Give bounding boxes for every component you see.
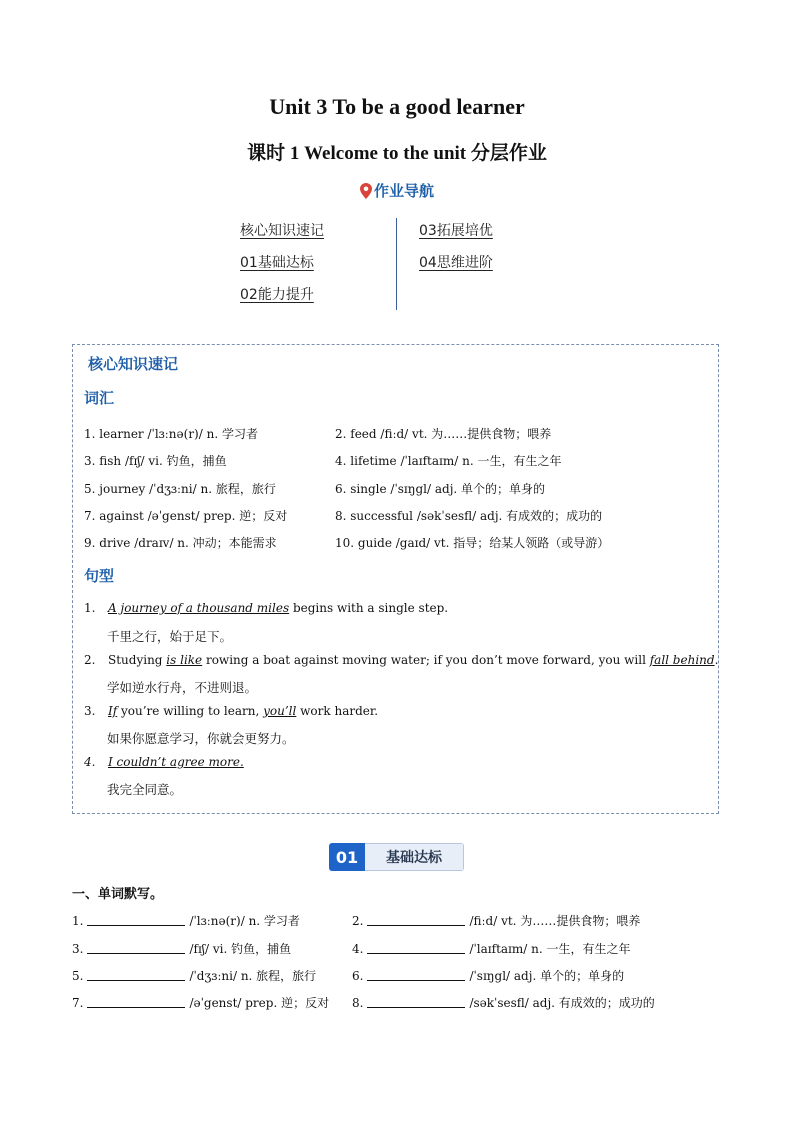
item-number: 7. [72, 996, 84, 1010]
item-hint: /ˈlaɪftaɪm/ n. 一生，有生之年 [469, 942, 631, 956]
sentence-heading: 句型 [84, 567, 115, 585]
answer-blank[interactable] [367, 941, 465, 954]
page-title: Unit 3 To be a good learner [269, 94, 525, 119]
vocab-item: 5. journey /ˈdʒɜːni/ n. 旅程，旅行 [84, 482, 276, 496]
sentence-text: Studying [108, 653, 167, 667]
sentence-3 [84, 704, 378, 718]
dictation-item [72, 967, 316, 984]
page-subtitle: 课时 1 Welcome to the unit 分层作业 [247, 143, 547, 164]
dictation-item [352, 912, 640, 929]
sentence-highlight: is like [166, 653, 203, 667]
dictation-item [352, 940, 630, 957]
location-pin-icon [360, 183, 372, 203]
item-number: 2. [352, 914, 364, 928]
item-number: 6. [352, 969, 364, 983]
nav-title: 作业导航 [373, 182, 434, 200]
item-number: 8. [352, 996, 364, 1010]
vocab-item: 6. single /ˈsɪŋgl/ adj. 单个的；单身的 [335, 482, 546, 496]
sentence-4 [84, 755, 244, 769]
answer-blank[interactable] [87, 995, 185, 1008]
sentence-3-translation: 如果你愿意学习，你就会更努力。 [107, 731, 295, 746]
answer-blank[interactable] [87, 968, 185, 981]
answer-blank[interactable] [87, 913, 185, 926]
nav-link-02[interactable]: 02能力提升 [240, 287, 314, 303]
answer-blank[interactable] [367, 968, 465, 981]
item-number: 1. [72, 914, 84, 928]
sentence-number: 3. [84, 704, 96, 718]
item-hint: /ˈlɜːnə(r)/ n. 学习者 [189, 914, 300, 928]
nav-link-core[interactable]: 核心知识速记 [240, 223, 324, 239]
vocab-heading: 词汇 [84, 389, 115, 407]
vocab-item: 3. fish /fɪʃ/ vi. 钓鱼，捕鱼 [84, 454, 227, 468]
item-hint: /fiːd/ vt. 为……提供食物；喂养 [469, 914, 641, 928]
item-hint: /ˈdʒɜːni/ n. 旅程，旅行 [189, 969, 317, 983]
part-heading: 一、单词默写。 [72, 887, 164, 902]
vocab-item: 9. drive /draɪv/ n. 冲动；本能需求 [84, 536, 277, 550]
sentence-2 [84, 653, 718, 667]
dictation-item [352, 967, 624, 984]
item-hint: /əˈgenst/ prep. 逆；反对 [189, 996, 330, 1010]
sentence-highlight: If [108, 704, 118, 718]
sentence-1-translation: 千里之行，始于足下。 [107, 629, 233, 644]
vocab-item: 1. learner /ˈlɜːnə(r)/ n. 学习者 [84, 427, 258, 441]
vocab-item: 8. successful /səkˈsesfl/ adj. 有成效的；成功的 [335, 509, 603, 523]
item-hint: /fɪʃ/ vi. 钓鱼，捕鱼 [189, 942, 292, 956]
sentence-text: rowing a boat against moving water; if you don’t move forward, you will [202, 653, 650, 667]
section-01-badge [329, 843, 464, 871]
sentence-highlight: fall behind [649, 653, 715, 667]
vocab-item: 2. feed /fiːd/ vt. 为……提供食物；喂养 [335, 427, 552, 441]
sentence-number: 4. [84, 755, 96, 769]
vocab-item: 7. against /əˈgenst/ prep. 逆；反对 [84, 509, 288, 523]
nav-heading [0, 180, 794, 203]
sentence-text: begins with a single step. [289, 601, 449, 615]
sentence-number: 2. [84, 653, 96, 667]
dictation-item [72, 912, 300, 929]
vocab-item: 4. lifetime /ˈlaɪftaɪm/ n. 一生，有生之年 [335, 454, 562, 468]
item-hint: /ˈsɪŋgl/ adj. 单个的；单身的 [469, 969, 625, 983]
sentence-highlight: A journey of a thousand miles [108, 601, 290, 615]
sentence-text: you’re willing to learn, [117, 704, 264, 718]
nav-link-03[interactable]: 03拓展培优 [419, 223, 493, 239]
sentence-text: work harder. [296, 704, 379, 718]
core-knowledge-title: 核心知识速记 [88, 355, 179, 373]
sentence-text: . [714, 653, 719, 667]
nav-link-01[interactable]: 01基础达标 [240, 255, 314, 271]
vocab-item: 10. guide /gaɪd/ vt. 指导；给某人领路（或导游） [335, 536, 610, 550]
answer-blank[interactable] [87, 941, 185, 954]
item-number: 4. [352, 942, 364, 956]
nav-link-04[interactable]: 04思维进阶 [419, 255, 493, 271]
answer-blank[interactable] [367, 995, 465, 1008]
dictation-item [72, 940, 291, 957]
sentence-highlight: I couldn’t agree more. [108, 755, 244, 769]
sentence-4-translation: 我完全同意。 [107, 782, 183, 797]
sentence-1 [84, 601, 448, 615]
answer-blank[interactable] [367, 913, 465, 926]
sentence-highlight: you’ll [263, 704, 297, 718]
sentence-2-translation: 学如逆水行舟，不进则退。 [107, 680, 258, 695]
dictation-item [72, 994, 329, 1011]
nav-divider [396, 218, 397, 310]
section-label: 基础达标 [365, 843, 464, 871]
item-hint: /səkˈsesfl/ adj. 有成效的；成功的 [469, 996, 655, 1010]
item-number: 3. [72, 942, 84, 956]
dictation-item [352, 994, 655, 1011]
section-number: 01 [329, 843, 365, 871]
item-number: 5. [72, 969, 84, 983]
sentence-number: 1. [84, 601, 96, 615]
